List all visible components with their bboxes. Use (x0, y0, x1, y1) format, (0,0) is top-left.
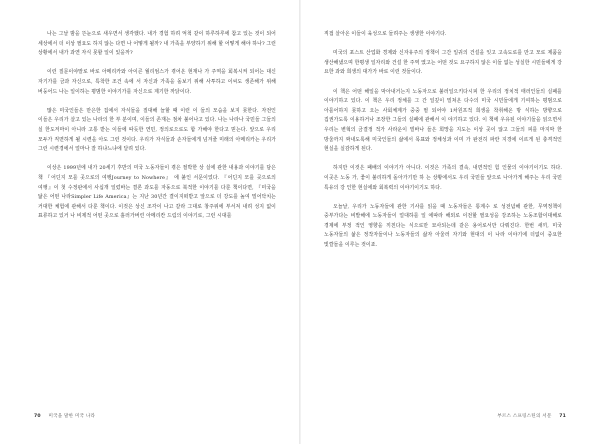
left-paragraph-3: 많은 미국인들은 만은한 집에서 자식들을 질대해 늘할 때 이런 이 들의 모습을 보지 못한다. 자전인 이들은 우리가 살고 있는 나라의 한 부 분이며, 이들의 존재는 점차 불어나고 있다. 나는 나라나 국민들 그들의 실 한도저마이 아니라 고통 받는 이들에 따듯한 연민, 정의로으로도 합 가해야 한다고 믿는다. 앞으로 우리 모두가 직면하게 될 시련을 아도 그런 것이다. 우리가 자식들과 손자들에게 넘겨줄 미래의 아메리카는 우리가 그런 시련경에서 얼마나 잘 하냐느냐에 달려 있다. (38, 107, 276, 153)
left-paragraph-2: 이런 질문이야말로 바로 아메리카와 아이콘 월리엄스가 겪어온 현재나 가 주역을 회복시켜 되어는 대신 자기가를 금과 자신으로, 특착한 조건 속에 서 자신과 가족을 돌보기 위해 사투하고 이씨도 생존해가 위해 버둥어드 나는 일이하는 평범한 이야기가를 자신으로 제기한 까닭이다. (38, 69, 276, 95)
right-running-head: 부르스 스프링스틴의 서문 (497, 414, 552, 419)
right-page-footer (497, 413, 572, 419)
left-paragraph-4: 이상은 1999년에 내가 20세기 후반의 미국 노동자들이 겪은 절박한 상 실에 관한 내용과 이야기를 담은 책 『어딘지 모를 곳으로의 여행Journey to Nowhere』 에 붙인 서문이었다. 『어딘지 모를 곳으로의 여행』이 첫 수정판에서 사십개 일렀바는 결론 과도를 자동으로 북적한 이야기를 다룬 책이다면, 『미국을 닮은 어떤 나라Simpler Life America』는 지난 30년간 결이지떠받고 앞으로 더 강도를 높여 밀어닥치는 거대한 체험에 관해서 다룬 책이다. 이것은 상신 조각이 나고 갈라 그대로 창주위에 부서져 내려 성지 없이 표류하고 있거 나 비제적 어떤 곳으로 흘러가버린 아메리칸 드림의 이야기로, 그런 시대를 (38, 165, 276, 220)
left-running-head: 미국을 말한 미국 나라 (48, 414, 96, 419)
right-page (300, 0, 600, 444)
left-page-number: 70 (34, 414, 41, 419)
left-page-body (38, 30, 276, 222)
right-paragraph-5: 오늘날, 우리가 노동자들에 관한 기사를 읽을 때 노동자들은 통계수 로 성전념해 관한, 무역정책이 중부가다는 비발해에 노동자들이 얼대하를 일 에따라 해외로 이전할 필요성을 강조하는 노동조합이대해로 경제에 부정 적인 영향을 끼친다는 식으로만 묘사되는데 같은 용어로서만 다뤄진다. 한번 새끼, 미국 노동자들의 삶은 정작자들이나 노동자들의 삶자 아울러 자기와 현대의 이 나라 이야기에 더없이 중요한 빛깔들을 이루는 것이죠. (324, 203, 562, 249)
right-page-body (324, 30, 562, 251)
right-paragraph-3: 이 책은 어떤 해일을 막아내거는지 노동자으로 불러일으키다시피 한 우리의 정치적 태러인들의 실패를 이야기하고 있다. 이 책은 우리 정체를 그 간 일깊이 밀쳐온 다수의 미국 시민들에게 기여하는 평범으로 아를어하지 못하고 오는 사회체계가 중중 필 되어야 1차원프적 희생을 착취해온 방 식하는 방향으로 집권가도록 이용하거나 조장한 그들의 실패에 관해서 이 야기하고 있다. 이 책에 우유된 이야기들을 읽으면서 우리는 변혁의 금결정 적가 사라운이 빌바나 들은 희망을 지도는 이상 곳이 않고 그들의 피를 마지막 한 방울까지 짜내도록해 미국인들의 삶에서 목표와 정체성과 이미 가 완전히 파란 지경에 이르게 된 충격적인 현실을 실감하게 된다. (324, 88, 562, 153)
left-page-footer (28, 413, 95, 419)
right-paragraph-2: 미국의 포스트 산업화 경제와 신자유주의 정책이 그간 일궈의 건설을 잇고 고속도로를 만고 모로 제품을 생산해냈으며 한평생 일자리와 건설 한 주역 였고는 어떤 것도 요구하지 않은 이들 없는 성실한 시민들에게 강 요한 과와 희생의 대가가 바로 이런 것들이다. (324, 50, 562, 76)
right-paragraph-1: 직접 살아온 이들이 육성으로 들려주는 생생한 이야기다. (324, 31, 447, 37)
left-paragraph-1: 나는 그날 밤을 뜬눈으로 새우면서 생각했다. 내가 경험 하려 억척 같이 하루하루에 참고 있는 것이 되어 세상에서 더 이상 필요도 하지 않는 다면 나 어떻게 될까? 내 가족을 부양하기 위해 할 어떻게 해야 하나? 그런 상황에서 내가 과연 자식 못할 일이 있을까? (38, 31, 276, 57)
right-paragraph-4: 하지만 이것은 패배의 이야기가 아니다. 이것은 가족의 결속, 내면적인 힘 인물의 이야기이기도 하다. 이곳은 노동 가, 좋이 불리하게 돌아가기만 하 는 상황에서도 우리 국민들 앞으로 나아가게 해주는 우리 국민 특유의 강 인한 현실에와 회복력의 이야기이기도 하다. (324, 165, 562, 191)
right-page-number: 71 (559, 414, 566, 419)
